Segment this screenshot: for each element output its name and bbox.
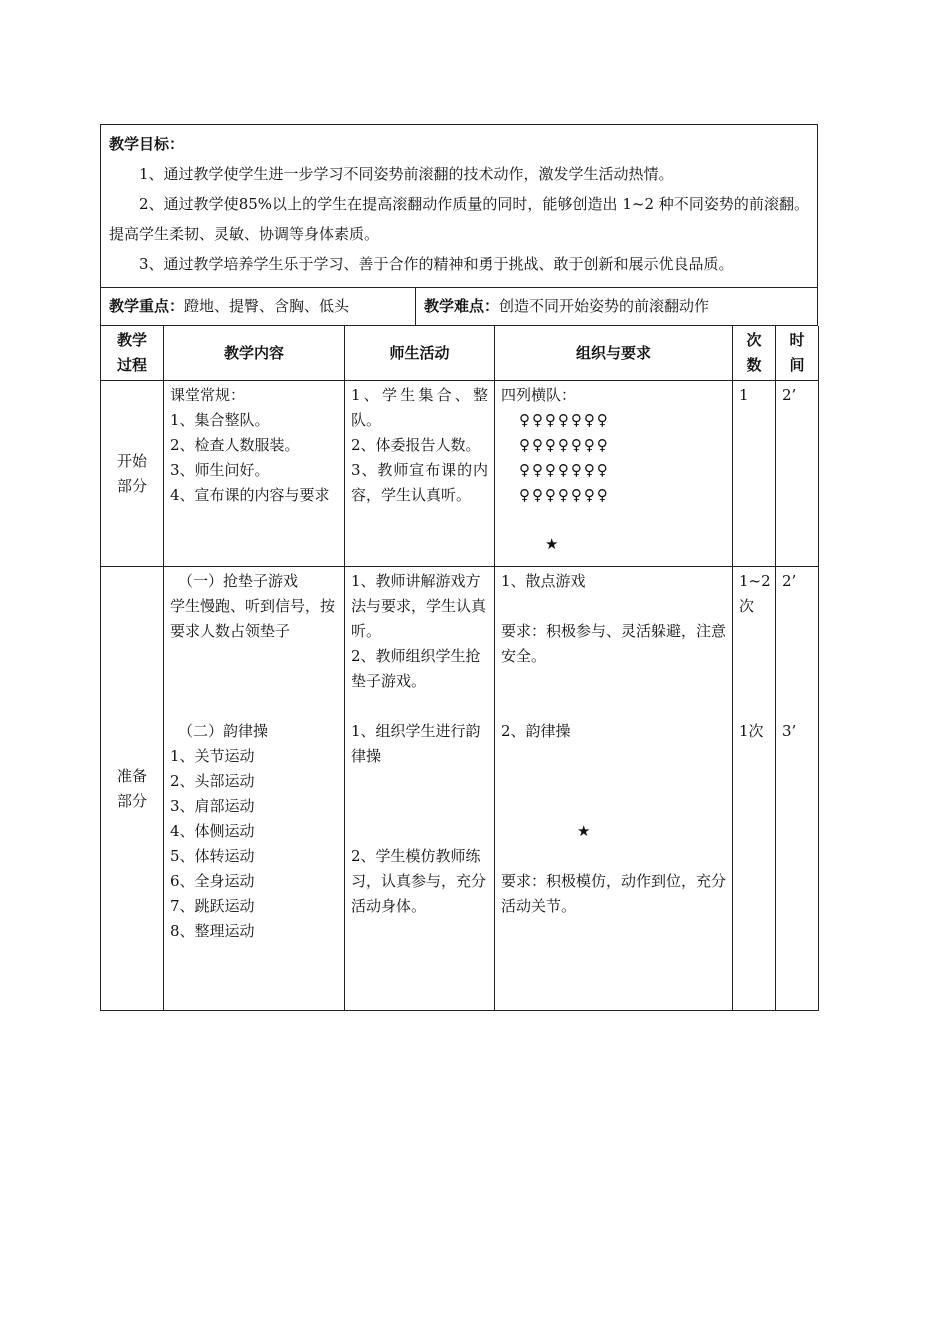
formation-row: ♀♀♀♀♀♀♀ [519,486,610,504]
header-time: 时 间 [776,326,819,381]
header-organization: 组织与要求 [495,326,733,381]
table-header-row [101,326,819,381]
game-organization: 1、散点游戏 [501,572,586,590]
table-row-prep [101,567,819,1011]
start-activity: 1、学生集合、整队。 2、体委报告人数。 3、教师宣布课的内容，学生认真听。 [345,381,495,567]
rhythm-count: 1次 [739,722,764,740]
start-organization [495,381,733,567]
difficulty-label: 教学难点： [424,297,500,315]
teaching-focus [101,288,416,325]
lesson-table [100,326,819,1011]
rhythm-organization: 2、韵律操 [501,722,571,740]
game-title: （一）抢垫子游戏 [178,572,299,590]
rhythm-activity: 1、组织学生进行韵律操 [351,722,481,765]
formation-title: 四列横队： [501,386,577,404]
rhythm-item: 3、肩部运动 [170,797,255,815]
prep-organization [495,567,733,1011]
teaching-goals [100,124,818,288]
formation-row: ♀♀♀♀♀♀♀ [519,436,610,454]
rhythm-item: 2、头部运动 [170,772,255,790]
table-row-start [101,381,819,567]
formation-row: ♀♀♀♀♀♀♀ [519,411,610,429]
rhythm-item: 6、全身运动 [170,872,255,890]
header-process: 教学 过程 [101,326,164,381]
header-activity: 师生活动 [345,326,495,381]
start-time: 2’ [776,381,819,567]
game-requirement: 要求：积极参与、灵活躲避，注意安全。 [501,622,727,665]
prep-content [164,567,345,1011]
prep-activity [345,567,495,1011]
goal-item: 3、通过教学培养学生乐于学习、善于合作的精神和勇于挑战、敢于创新和展示优良品质。 [139,255,734,273]
start-content: 课堂常规： 1、集合整队。 2、检查人数服装。 3、师生问好。 4、宣布课的内容与要求 [164,381,345,567]
header-content: 教学内容 [164,326,345,381]
teacher-star-icon: ★ [545,535,559,553]
prep-time [776,567,819,1011]
rhythm-activity: 2、学生模仿教师练习，认真参与，充分活动身体。 [351,847,487,915]
start-count: 1 [733,381,776,567]
key-points-row [100,288,818,326]
game-count: 1~2次 [739,572,771,615]
rhythm-item: 8、整理运动 [170,922,255,940]
game-description: 学生慢跑、听到信号，按要求人数占领垫子 [170,597,336,640]
rhythm-item: 7、跳跃运动 [170,897,255,915]
formation-row: ♀♀♀♀♀♀♀ [519,461,610,479]
lesson-plan-sheet [100,124,818,1011]
rhythm-item: 5、体转运动 [170,847,255,865]
prep-count [733,567,776,1011]
rhythm-item: 4、体侧运动 [170,822,255,840]
section-start: 开始 部分 [101,381,164,567]
teacher-star-icon: ★ [577,822,591,840]
focus-value: 蹬地、提臀、含胸、低头 [184,297,350,315]
goal-item: 1、通过教学使学生进一步学习不同姿势前滚翻的技术动作，激发学生活动热情。 [139,165,674,183]
difficulty-value: 创造不同开始姿势的前滚翻动作 [499,297,710,315]
game-time: 2’ [782,572,797,590]
teaching-difficulty [416,288,817,325]
game-activity: 1、教师讲解游戏方法与要求，学生认真听。 [351,572,487,640]
goal-item: 2、通过教学使85%以上的学生在提高滚翻动作质量的同时，能够创造出 1~2 种不同姿势的前滚翻。提高学生柔韧、灵敏、协调等身体素质。 [109,195,809,243]
rhythm-time: 3’ [782,722,797,740]
header-count: 次 数 [733,326,776,381]
goals-title: 教学目标： [109,135,185,153]
rhythm-title: （二）韵律操 [178,722,269,740]
rhythm-requirement: 要求：积极模仿，动作到位，充分活动关节。 [501,872,727,915]
focus-label: 教学重点： [109,297,185,315]
game-activity: 2、教师组织学生抢垫子游戏。 [351,647,481,690]
rhythm-item: 1、关节运动 [170,747,255,765]
section-prep: 准备 部分 [101,567,164,1011]
